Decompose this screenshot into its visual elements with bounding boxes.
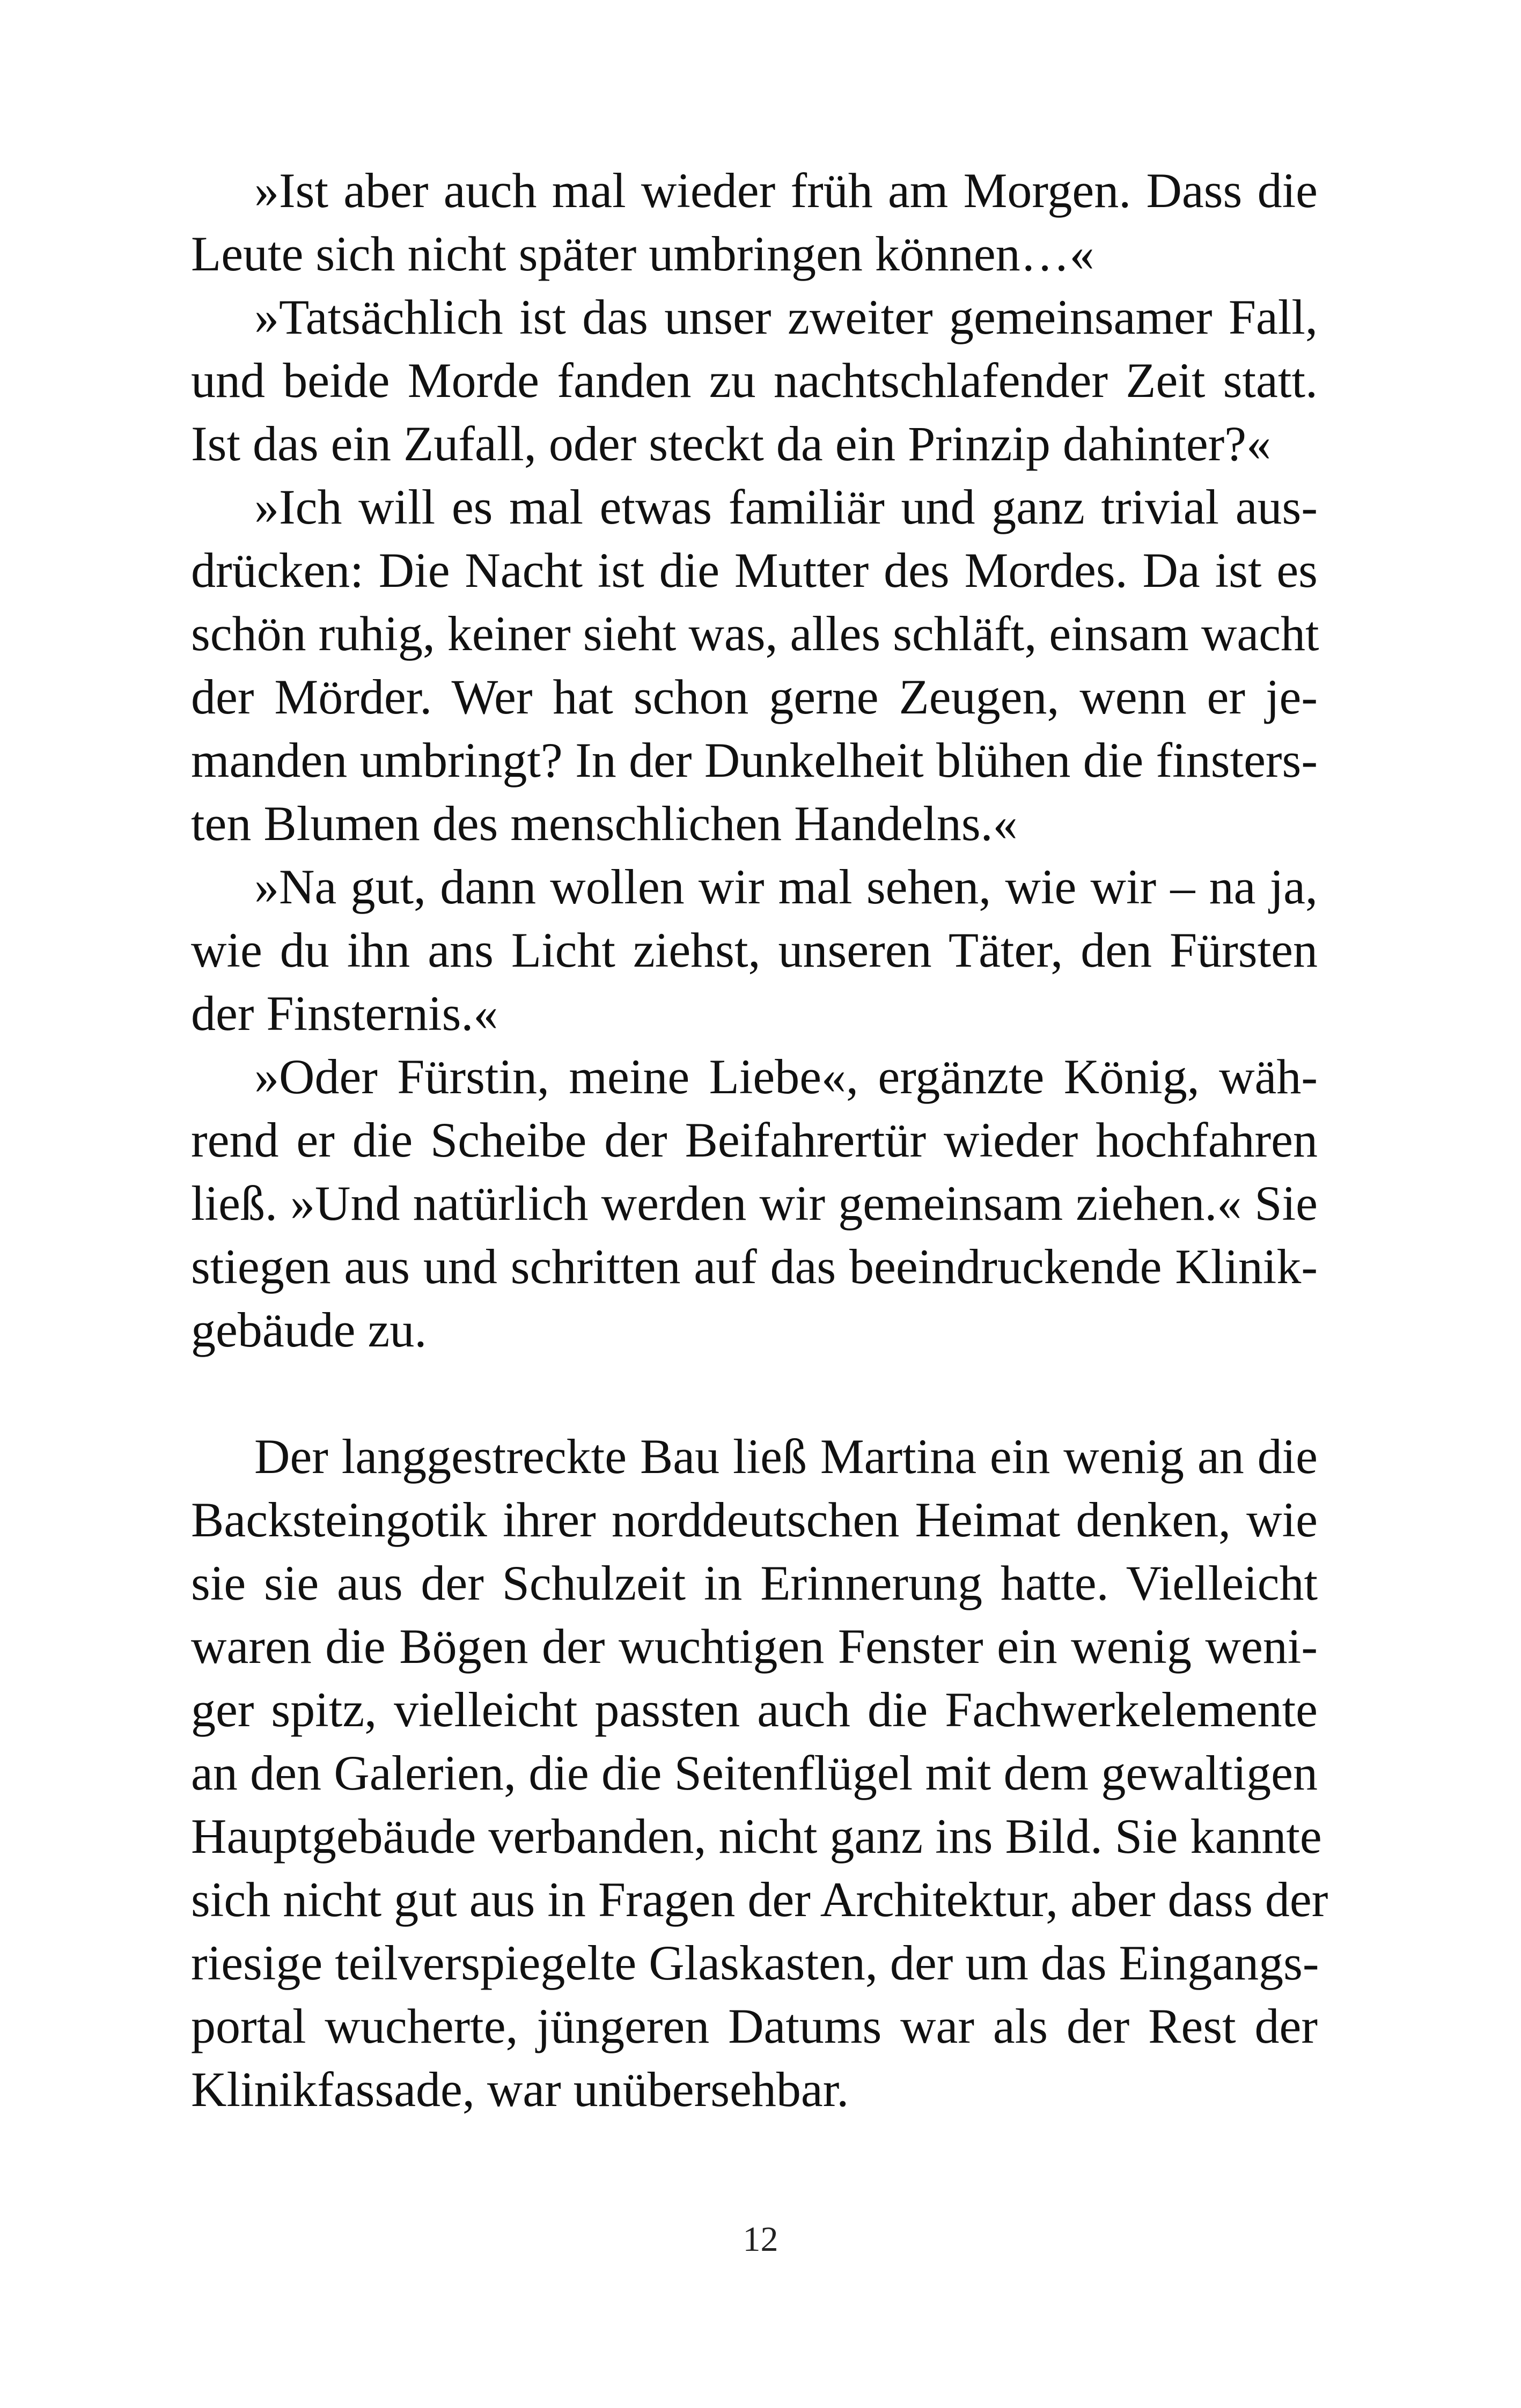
text-line: »Oder Fürstin, meine Liebe«, ergänzte König, wäh- bbox=[254, 1049, 1318, 1104]
body-text bbox=[191, 159, 1328, 2121]
text-line: Ist das ein Zufall, oder steckt da ein Prinzip dahinter?« bbox=[191, 416, 1272, 471]
text-line: Der langgestreckte Bau ließ Martina ein wenig an die bbox=[254, 1429, 1318, 1484]
text-line: und beide Morde fanden zu nachtschlafender Zeit statt. bbox=[191, 353, 1318, 408]
text-line: an den Galerien, die die Seitenflügel mit dem gewaltigen bbox=[191, 1746, 1318, 1800]
text-line: »Na gut, dann wollen wir mal sehen, wie wir – na ja, bbox=[254, 859, 1318, 914]
text-line: portal wucherte, jüngeren Datums war als der Rest der bbox=[191, 1999, 1318, 2053]
text-line: Klinikfassade, war unübersehbar. bbox=[191, 2062, 849, 2117]
text-line: manden umbringt? In der Dunkelheit blühen die finsters- bbox=[191, 733, 1318, 787]
text-line: waren die Bögen der wuchtigen Fenster ein wenig weni- bbox=[191, 1619, 1318, 1674]
text-line: Backsteingotik ihrer norddeutschen Heimat denken, wie bbox=[191, 1492, 1318, 1547]
text-line: sich nicht gut aus in Fragen der Architektur, aber dass der bbox=[191, 1872, 1328, 1927]
text-line: drücken: Die Nacht ist die Mutter des Mordes. Da ist es bbox=[191, 543, 1318, 598]
text-line: riesige teilverspiegelte Glaskasten, der um das Eingangs- bbox=[191, 1935, 1319, 1990]
text-line: Leute sich nicht später umbringen können…« bbox=[191, 226, 1094, 281]
text-line: stiegen aus und schritten auf das beeindruckende Klinik- bbox=[191, 1239, 1318, 1294]
text-line: gebäude zu. bbox=[191, 1302, 427, 1357]
text-line: schön ruhig, keiner sieht was, alles schläft, einsam wacht bbox=[191, 606, 1319, 661]
text-line: der Mörder. Wer hat schon gerne Zeugen, wenn er je- bbox=[191, 669, 1318, 724]
section-break bbox=[191, 1361, 1318, 1425]
text-line: rend er die Scheibe der Beifahrertür wieder hochfahren bbox=[191, 1113, 1318, 1167]
text-line: ger spitz, vielleicht passten auch die Fachwerkelemente bbox=[191, 1682, 1318, 1737]
text-line: sie sie aus der Schulzeit in Erinnerung hatte. Vielleicht bbox=[191, 1556, 1318, 1610]
text-line: der Finsternis.« bbox=[191, 986, 498, 1041]
text-line: »Tatsächlich ist das unser zweiter gemeinsamer Fall, bbox=[254, 290, 1318, 344]
text-line: wie du ihn ans Licht ziehst, unseren Täter, den Fürsten bbox=[191, 923, 1318, 977]
text-line: »Ich will es mal etwas familiär und ganz trivial aus- bbox=[254, 480, 1318, 534]
text-line: Hauptgebäude verbanden, nicht ganz ins Bild. Sie kannte bbox=[191, 1809, 1322, 1864]
text-line: ten Blumen des menschlichen Handelns.« bbox=[191, 796, 1018, 851]
text-line: ließ. »Und natürlich werden wir gemeinsam ziehen.« Sie bbox=[191, 1176, 1318, 1231]
text-line: »Ist aber auch mal wieder früh am Morgen. Dass die bbox=[254, 163, 1318, 218]
page-number: 12 bbox=[743, 2220, 778, 2259]
